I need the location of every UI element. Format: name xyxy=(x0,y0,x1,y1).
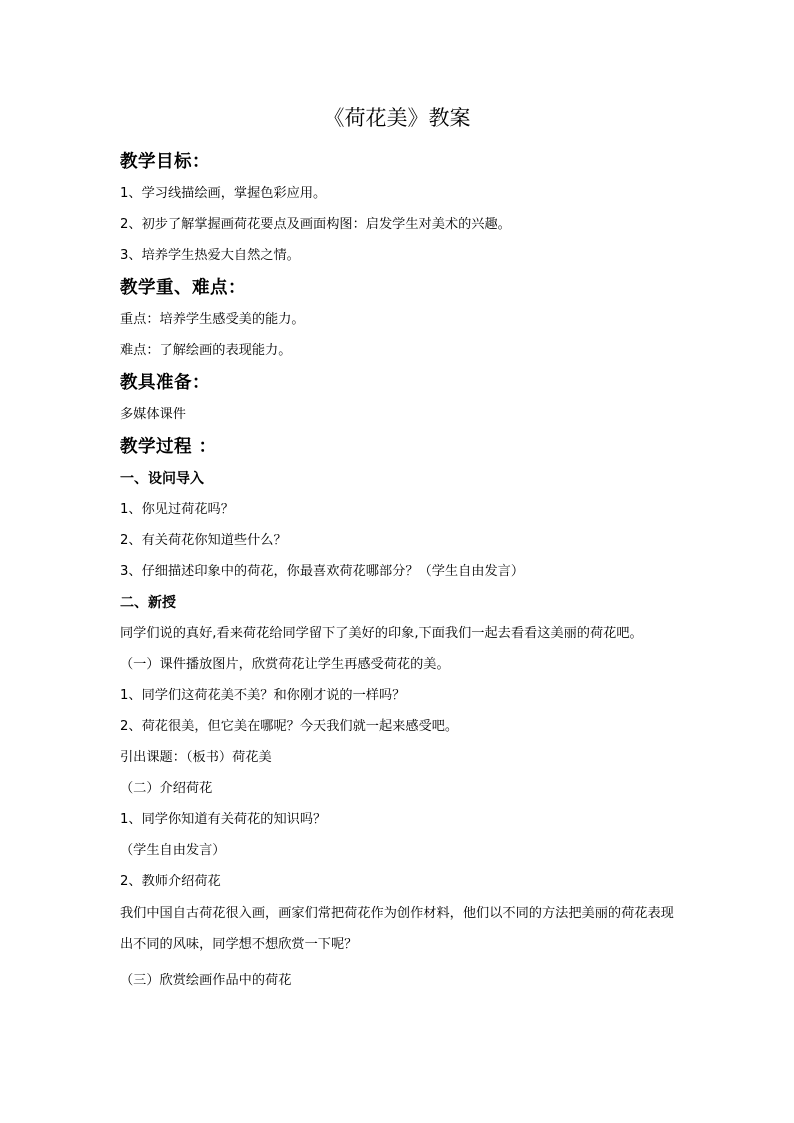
goal-item: 3、培养学生热爱大自然之情。 xyxy=(120,248,300,263)
lesson-item: 同学们说的真好,看来荷花给同学留下了美好的印象,下面我们一起去看看这美丽的荷花吧。 xyxy=(120,626,643,641)
intro-item: 2、有关荷花你知道些什么？ xyxy=(120,533,287,548)
lesson-item: 引出课题：（板书）荷花美 xyxy=(120,750,272,765)
document-body xyxy=(120,146,680,997)
intro-item: 1、你见过荷花吗？ xyxy=(120,502,234,517)
section-goals xyxy=(120,146,680,272)
document-title: 《荷花美》教案 xyxy=(323,106,471,130)
lesson-item: （一）课件播放图片，欣赏荷花让学生再感受荷花的美。 xyxy=(120,657,450,672)
section-heading-process: 教学过程 ： xyxy=(120,437,217,457)
section-heading-goals: 教学目标： xyxy=(120,152,210,172)
section-heading-key-points: 教学重、难点： xyxy=(120,278,246,298)
key-point-item: 难点：了解绘画的表现能力。 xyxy=(120,343,292,358)
section-process xyxy=(120,431,680,997)
section-materials xyxy=(120,367,680,431)
lesson-item: 我们中国自古荷花很入画，画家们常把荷花作为创作材料，他们以不同的方法把美丽的荷花表现出不同的风味，同学想不想欣赏一下呢？ xyxy=(120,906,674,952)
section-key-points xyxy=(120,272,680,367)
lesson-item: 2、荷花很美，但它美在哪呢？今天我们就一起来感受吧。 xyxy=(120,719,459,734)
key-point-item: 重点：培养学生感受美的能力。 xyxy=(120,312,305,327)
section-heading-materials: 教具准备： xyxy=(120,373,210,393)
intro-item: 3、仔细描述印象中的荷花，你最喜欢荷花哪部分？（学生自由发言） xyxy=(120,564,525,579)
subsection-heading-new-lesson: 二、新授 xyxy=(120,595,176,611)
material-item: 多媒体课件 xyxy=(120,407,186,422)
lesson-item: （三）欣赏绘画作品中的荷花 xyxy=(120,973,292,988)
goal-item: 1、学习线描绘画，掌握色彩应用。 xyxy=(120,186,327,201)
lesson-item: 1、同学你知道有关荷花的知识吗？ xyxy=(120,812,327,827)
lesson-item: （二）介绍荷花 xyxy=(120,781,213,796)
lesson-item: 2、教师介绍荷花 xyxy=(120,874,221,889)
subsection-heading-intro: 一、设问导入 xyxy=(120,471,204,487)
lesson-item: （学生自由发言） xyxy=(120,843,226,858)
goal-item: 2、初步了解掌握画荷花要点及画面构图：启发学生对美术的兴趣。 xyxy=(120,217,511,232)
lesson-item: 1、同学们这荷花美不美？和你刚才说的一样吗？ xyxy=(120,688,406,703)
